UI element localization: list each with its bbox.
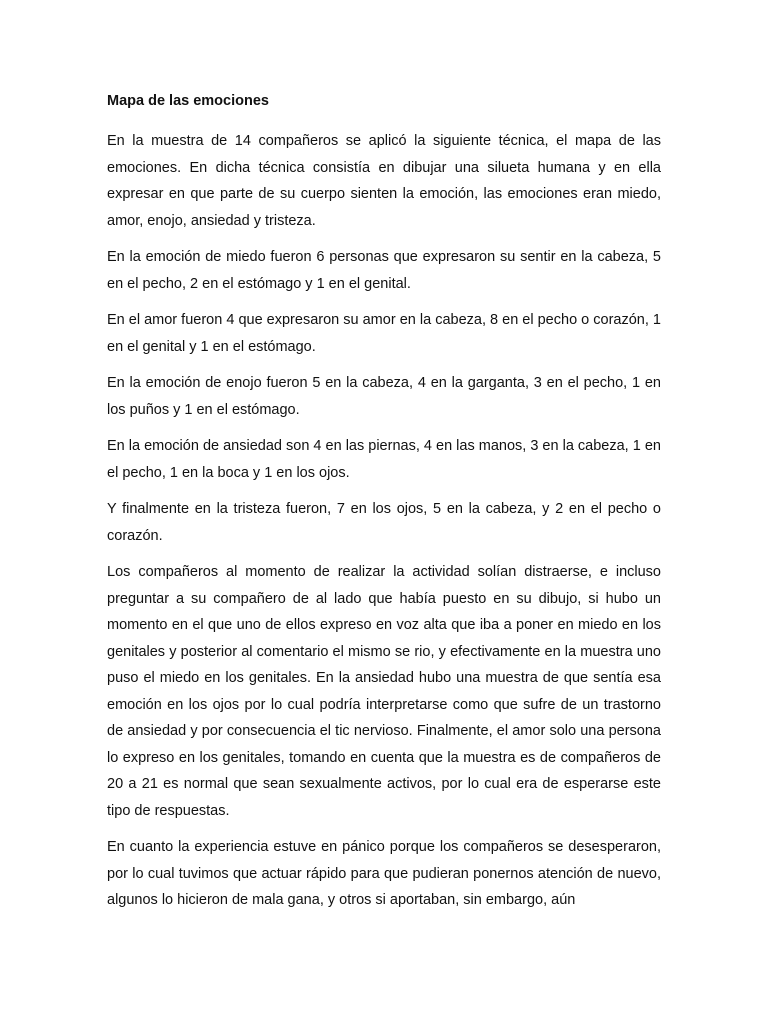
paragraph-amor: En el amor fueron 4 que expresaron su amor en la cabeza, 8 en el pecho o corazón, 1 en el genital y 1 en el estómago. [107, 312, 661, 355]
paragraph-observaciones: Los compañeros al momento de realizar la actividad solían distraerse, e incluso preguntar a su compañero de al lado que había puesto en su dibujo, si hubo un momento en el que uno de ellos expreso en voz alta que iba a poner en miedo en los genitales y posterior al comentario el mismo se rio, y efectivamente en la muestra uno puso el miedo en los genitales. En la ansiedad hubo una muestra de que sentía esa emoción en los ojos por lo cual podría interpretarse como que sufre de un trastorno de ansiedad y por consecuencia el tic nervioso. Finalmente, el amor solo una persona lo expreso en los genitales, tomando en cuenta que la muestra es de compañeros de 20 a 21 es normal que sean sexualmente activos, por lo cual era de esperarse este tipo de respuestas. [107, 564, 661, 819]
paragraph-miedo: En la emoción de miedo fueron 6 personas que expresaron su sentir en la cabeza, 5 en el pecho, 2 en el estómago y 1 en el genital. [107, 249, 661, 292]
paragraph-enojo: En la emoción de enojo fueron 5 en la cabeza, 4 en la garganta, 3 en el pecho, 1 en los puños y 1 en el estómago. [107, 375, 661, 418]
document-title: Mapa de las emociones [107, 93, 269, 109]
document-body [107, 91, 661, 924]
paragraph-intro: En la muestra de 14 compañeros se aplicó la siguiente técnica, el mapa de las emociones. En dicha técnica consistía en dibujar una silueta humana y en ella expresar en que parte de su cuerpo sienten la emoción, las emociones eran miedo, amor, enojo, ansiedad y tristeza. [107, 133, 661, 229]
paragraph-experiencia: En cuanto la experiencia estuve en pánico porque los compañeros se desesperaron, por lo cual tuvimos que actuar rápido para que pudieran ponernos atención de nuevo, algunos lo hicieron de mala gana, y otros si aportaban, sin embargo, aún [107, 839, 661, 908]
paragraph-tristeza: Y finalmente en la tristeza fueron, 7 en los ojos, 5 en la cabeza, y 2 en el pecho o corazón. [107, 501, 661, 544]
paragraph-ansiedad: En la emoción de ansiedad son 4 en las piernas, 4 en las manos, 3 en la cabeza, 1 en el pecho, 1 en la boca y 1 en los ojos. [107, 438, 661, 481]
